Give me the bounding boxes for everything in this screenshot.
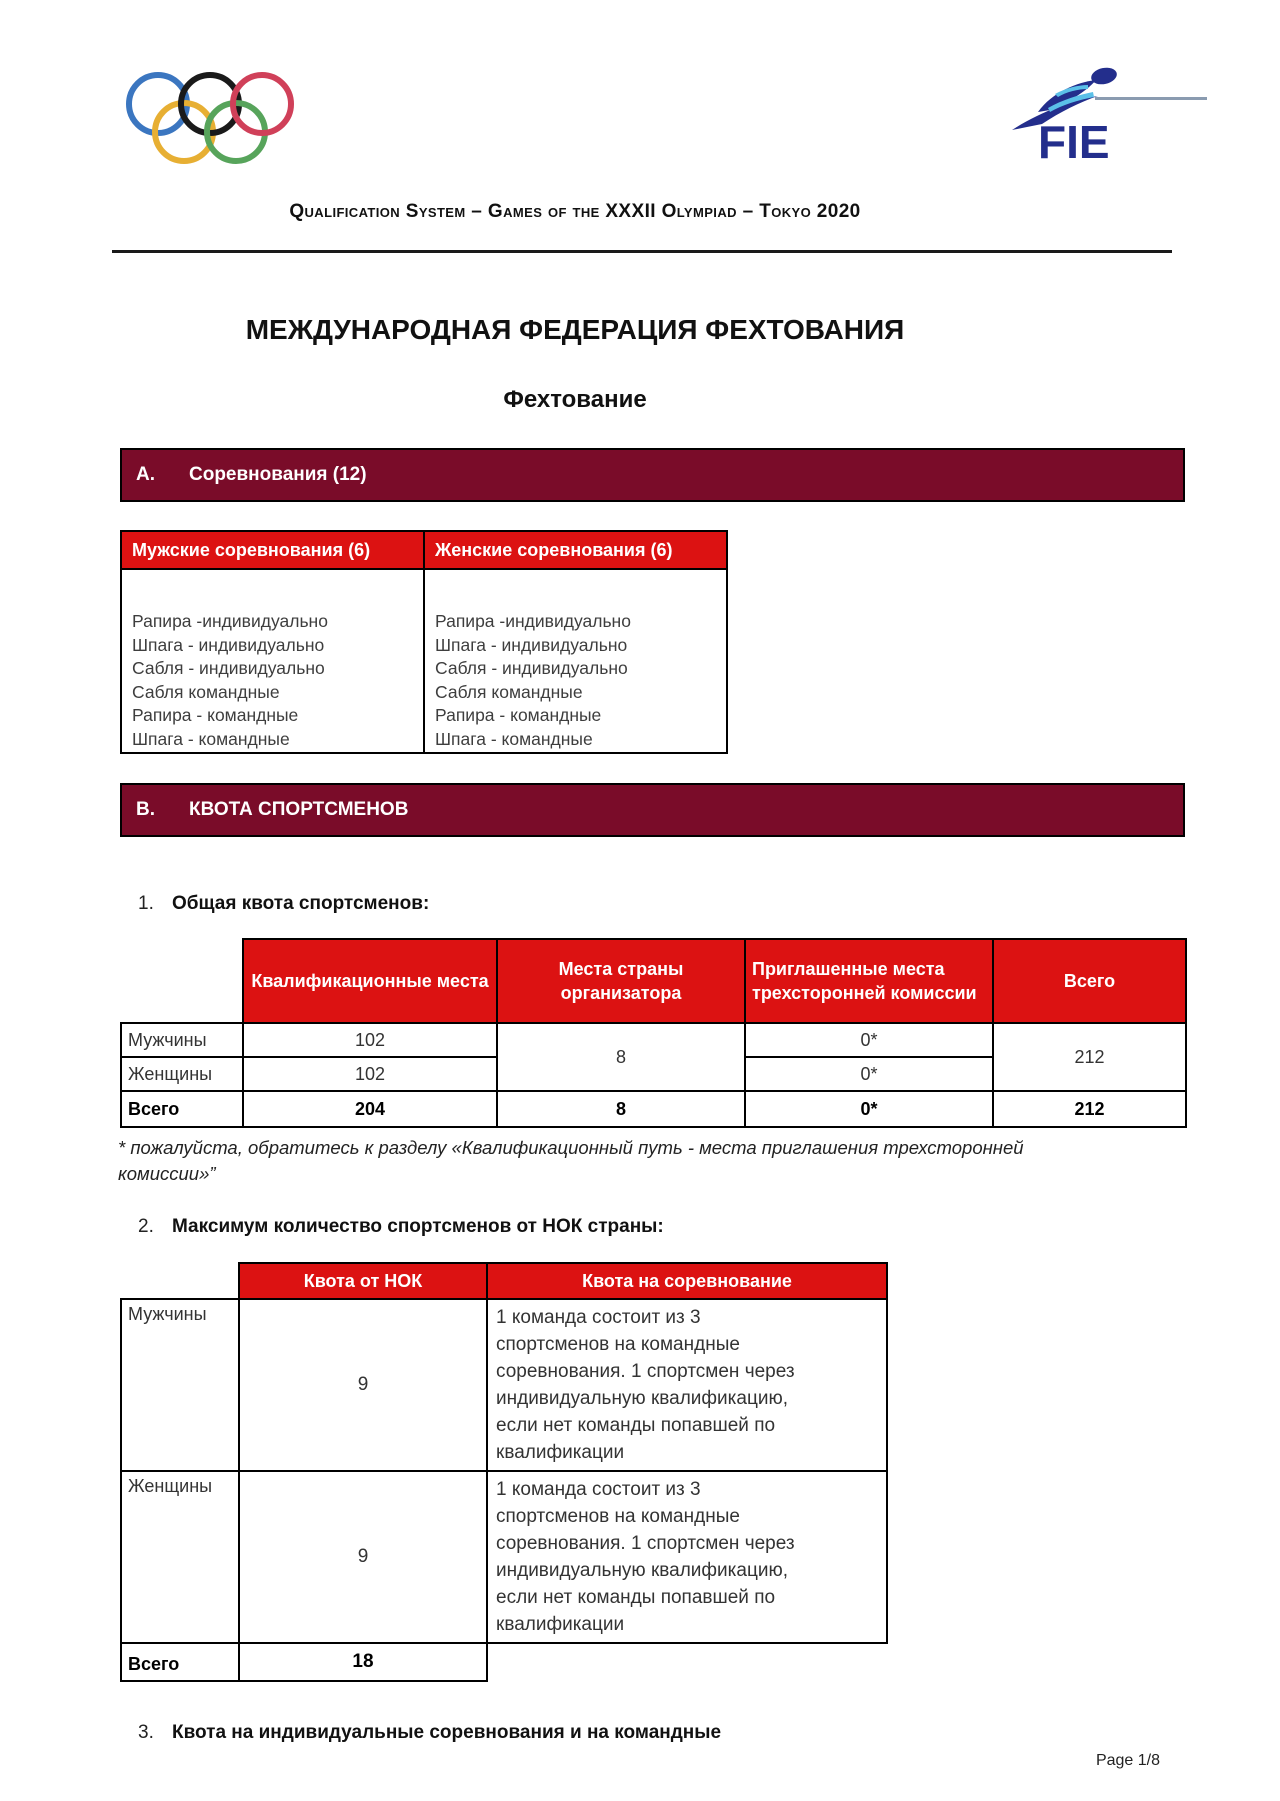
quota-row-total xyxy=(121,1091,1186,1127)
men-event-item: Рапира - командные xyxy=(132,705,299,725)
quota-total-merged: 212 xyxy=(993,1023,1186,1091)
description-line: соревнования. 1 спортсмен через xyxy=(496,1533,795,1554)
section-b-title: КВОТА СПОРТСМЕНОВ xyxy=(189,799,409,820)
section-a-title: Соревнования (12) xyxy=(189,464,367,485)
item-2-heading xyxy=(138,1216,664,1238)
item-1-heading xyxy=(138,893,429,915)
men-event-item: Сабля - индивидуально xyxy=(132,658,325,678)
description-line: 1 команда состоит из 3 xyxy=(496,1479,701,1500)
description-line: индивидуальную квалификацию, xyxy=(496,1388,788,1409)
women-events-list xyxy=(424,569,727,753)
description-line: квалификации xyxy=(496,1614,625,1635)
noc-row-men xyxy=(121,1299,887,1471)
quota-host-merged: 8 xyxy=(497,1023,745,1091)
section-b-bar xyxy=(120,783,1185,837)
quota-men-qualification: 102 xyxy=(243,1023,497,1057)
item-3-heading xyxy=(138,1722,721,1744)
fie-blade-shape xyxy=(1095,97,1207,100)
page-number: Page 1/8 xyxy=(1095,1752,1160,1769)
quota-header-empty xyxy=(121,939,243,1023)
description-line: если нет команды попавшей по xyxy=(496,1587,776,1608)
noc-header-quota: Квота от НОК xyxy=(239,1263,487,1299)
men-event-item: Шпага - индивидуально xyxy=(132,634,325,655)
fie-fencer-icon xyxy=(1000,50,1210,170)
women-event-item: Шпага - командные xyxy=(435,728,593,749)
document-subtitle: Фехтование xyxy=(503,386,647,413)
noc-total-label: Всего xyxy=(121,1643,239,1681)
document-title: МЕЖДУНАРОДНАЯ ФЕДЕРАЦИЯ ФЕХТОВАНИЯ xyxy=(245,314,905,345)
noc-men-label: Мужчины xyxy=(121,1299,239,1471)
noc-quota-table xyxy=(120,1262,888,1682)
item-1-number: 1. xyxy=(138,893,154,914)
quota-total-tripartite: 0* xyxy=(745,1091,993,1127)
quota-total-qualification: 204 xyxy=(243,1091,497,1127)
section-a-bar xyxy=(120,448,1185,502)
quota-header-host: Места страны организатора xyxy=(497,939,745,1023)
description-line: спортсменов на командные xyxy=(496,1334,740,1355)
description-line: соревнования. 1 спортсмен через xyxy=(496,1361,795,1382)
quota-total-total: 212 xyxy=(993,1091,1186,1127)
men-event-item: Сабля командные xyxy=(132,681,280,702)
women-events-header: Женские соревнования (6) xyxy=(424,531,727,569)
women-event-item: Сабля - индивидуально xyxy=(435,658,628,678)
section-a-letter: А. xyxy=(136,464,155,485)
noc-row-women xyxy=(121,1471,887,1643)
olympic-rings-logo xyxy=(126,64,296,168)
fie-head-shape xyxy=(1090,65,1119,86)
description-line: квалификации xyxy=(496,1442,625,1463)
qualification-header: Qualification System – Games of the XXXII Olympiad – Tokyo 2020 xyxy=(289,201,861,222)
item-3-number: 3. xyxy=(138,1722,154,1743)
women-event-item: Рапира -индивидуально xyxy=(435,611,631,631)
men-event-item: Рапира -индивидуально xyxy=(132,611,328,631)
description-line: 1 команда состоит из 3 xyxy=(496,1307,701,1328)
noc-header-empty xyxy=(121,1263,239,1299)
quota-total-label: Всего xyxy=(121,1091,243,1127)
men-events-header: Мужские соревнования (6) xyxy=(121,531,424,569)
description-line: индивидуальную квалификацию, xyxy=(496,1560,788,1581)
noc-women-description xyxy=(487,1471,887,1643)
noc-total-empty xyxy=(487,1643,887,1681)
quota-row-men xyxy=(121,1023,1186,1057)
noc-row-total xyxy=(121,1643,887,1681)
quota-header-total: Всего xyxy=(993,939,1186,1023)
women-event-item: Сабля командные xyxy=(435,681,583,702)
quota-header-tripartite: Приглашенные места трехсторонней комиссии xyxy=(745,939,993,1023)
quota-men-label: Мужчины xyxy=(121,1023,243,1057)
description-line: если нет команды попавшей по xyxy=(496,1415,776,1436)
noc-men-description xyxy=(487,1299,887,1471)
fie-logo-text: FIE xyxy=(1038,116,1110,168)
noc-header-event-quota: Квота на соревнование xyxy=(487,1263,887,1299)
quota-women-qualification: 102 xyxy=(243,1057,497,1091)
quota-women-tripartite: 0* xyxy=(745,1057,993,1091)
quota-total-host: 8 xyxy=(497,1091,745,1127)
quota-women-label: Женщины xyxy=(121,1057,243,1091)
item-2-title: Максимум количество спортсменов от НОК страны: xyxy=(172,1216,664,1237)
footnote-line-2: комиссии»” xyxy=(118,1163,216,1184)
women-event-item: Шпага - индивидуально xyxy=(435,634,628,655)
noc-women-quota: 9 xyxy=(239,1471,487,1643)
noc-women-label: Женщины xyxy=(121,1471,239,1643)
item-2-number: 2. xyxy=(138,1216,154,1237)
quota-men-tripartite: 0* xyxy=(745,1023,993,1057)
noc-men-quota: 9 xyxy=(239,1299,487,1471)
events-table xyxy=(120,530,728,754)
men-events-list xyxy=(121,569,424,753)
olympic-ring-red-icon xyxy=(230,72,294,136)
quota-header-qualification: Квалификационные места xyxy=(243,939,497,1023)
header-divider xyxy=(112,250,1172,253)
total-quota-table xyxy=(120,938,1187,1128)
men-event-item: Шпага - командные xyxy=(132,728,290,749)
footnote-line-1: * пожалуйста, обратитесь к разделу «Квалификационный путь - места приглашения трехсторонней xyxy=(118,1137,1024,1158)
fie-logo xyxy=(1000,50,1210,170)
description-line: спортсменов на командные xyxy=(496,1506,740,1527)
noc-total-value: 18 xyxy=(239,1643,487,1681)
item-3-title: Квота на индивидуальные соревнования и на командные xyxy=(172,1722,722,1743)
tripartite-footnote xyxy=(118,1135,1058,1187)
section-b-letter: В. xyxy=(136,799,155,820)
item-1-title: Общая квота спортсменов: xyxy=(172,893,430,914)
women-event-item: Рапира - командные xyxy=(435,705,602,725)
